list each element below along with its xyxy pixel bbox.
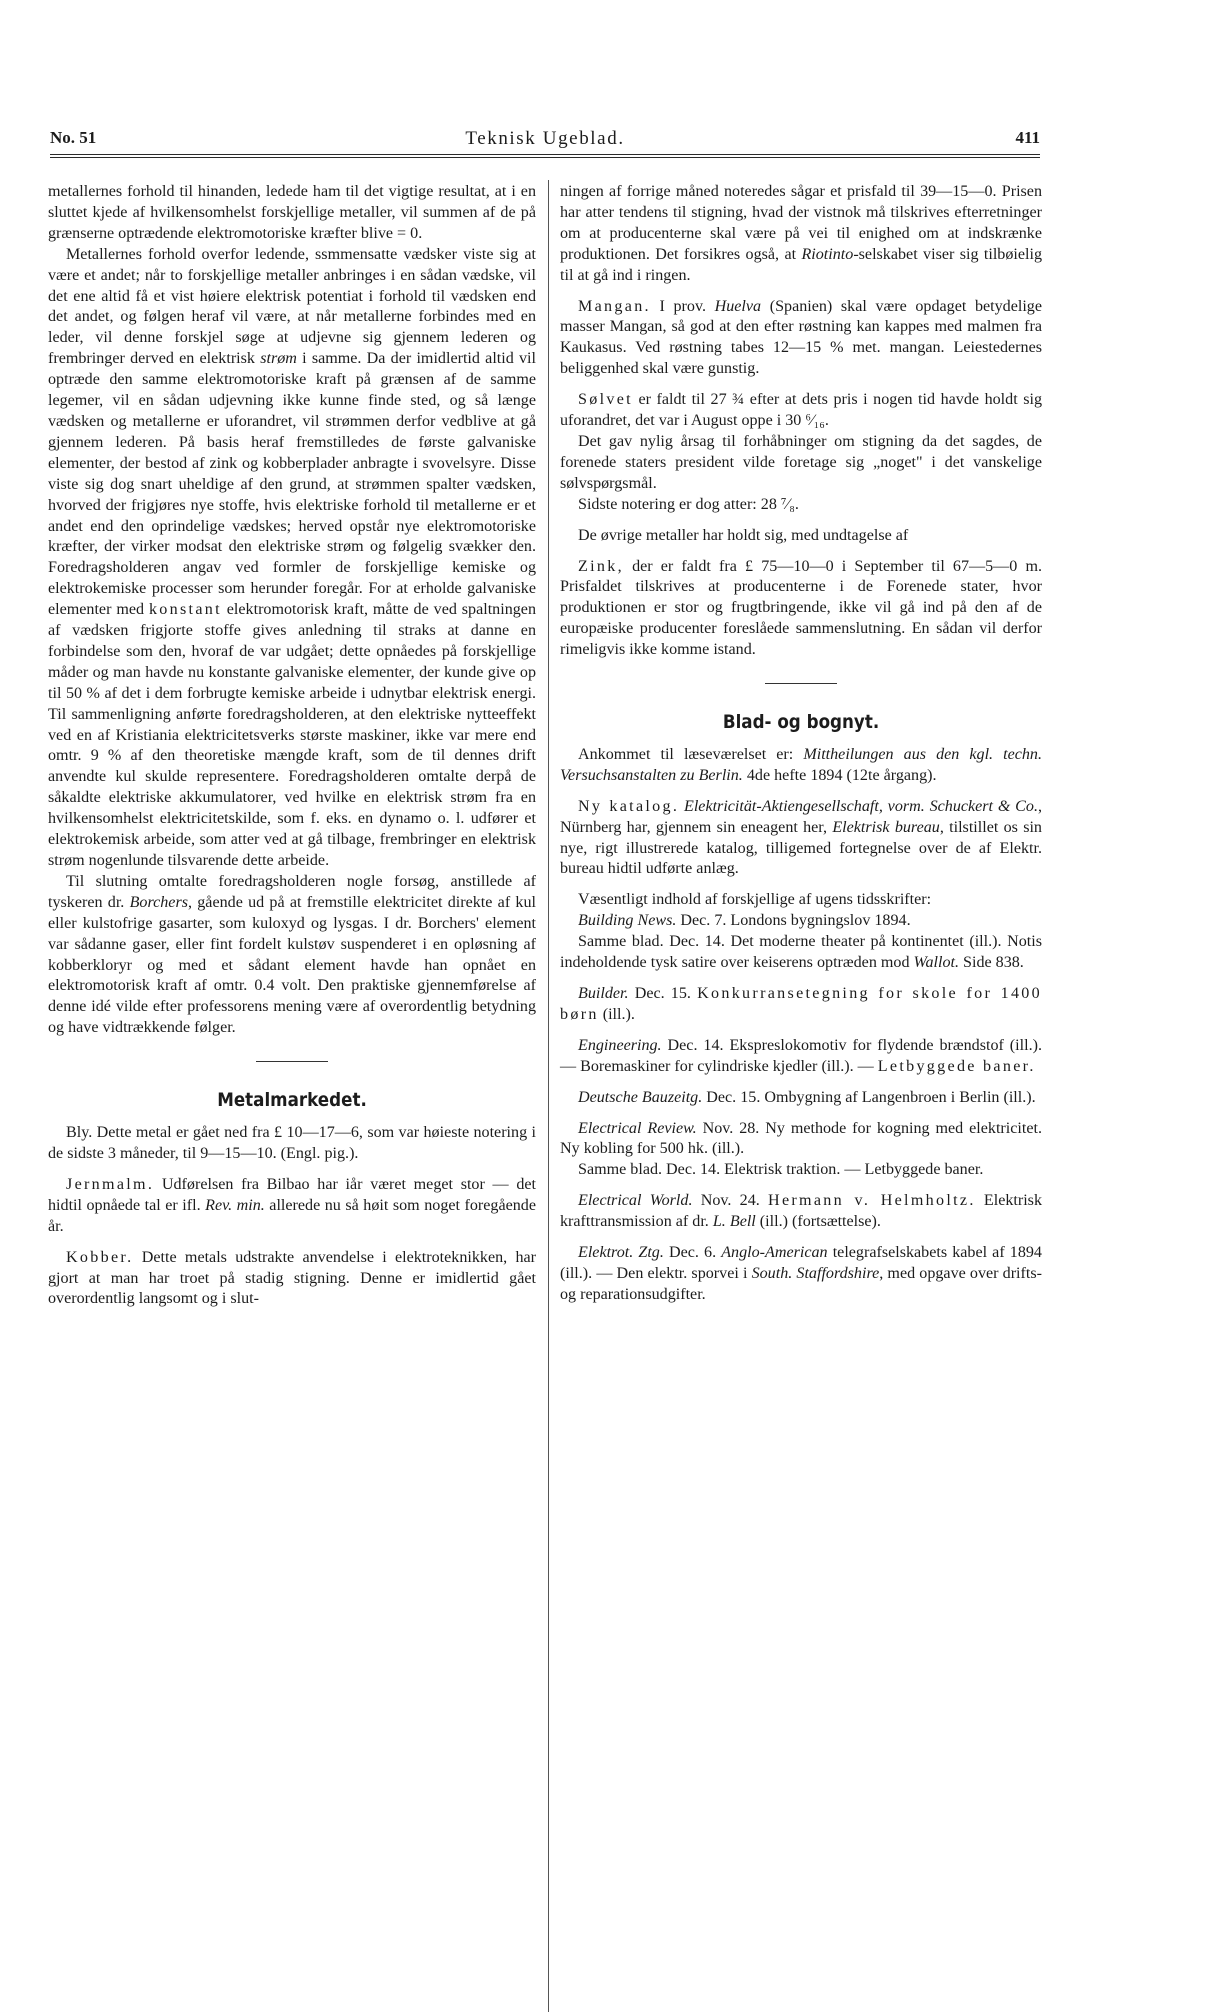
column-divider bbox=[548, 180, 549, 2012]
journal-entry: Builder. Dec. 15. Konkurransetegning for skole for 1400 børn (ill.). bbox=[560, 985, 1042, 1023]
page-number: 411 bbox=[1015, 128, 1040, 147]
journal-entry: Deutsche Bauzeitg. Dec. 15. Ombygning af Langenbroen i Berlin (ill.). bbox=[578, 1088, 1036, 1106]
market-entry-jernmalm: Jernmalm. Udførelsen fra Bilbao har iår været meget stor — det hidtil opnåede tal er ifl. Rev. min. allerede nu så høit som noget foregående år. bbox=[48, 1175, 536, 1235]
section-divider bbox=[256, 1061, 328, 1062]
market-entry-kobber: Kobber. Dette metals udstrakte anvendelse i elektroteknikken, har gjort at man har troet på stadig stigning. Denne er imidlertid gået overordentlig langsomt og i slut- bbox=[48, 1248, 536, 1308]
page-header bbox=[50, 128, 1040, 154]
journal-entry: Samme blad. Dec. 14. Elektrisk traktion. — Letbyggede baner. bbox=[578, 1161, 984, 1179]
market-entry-zink: Zink, der er faldt fra £ 75—10—0 i September til 67—5—0 m. Prisfaldet tilskrives at producenterne i de Forenede stater, hvor produktionen er stor og frugtbringende, ikke vil gå ind på den af de europæiske producenter foreslåede sammenslutning. En sådan vil derfor rimeligvis ikke komme istand. bbox=[560, 557, 1042, 659]
market-entry-bly: Bly. Dette metal er gået ned fra £ 10—17—6, som var høieste notering i de sidste 3 måneder, til 9—15—10. (Engl. pig.). bbox=[48, 1124, 536, 1162]
header-rule-bottom bbox=[50, 157, 1040, 158]
section-divider bbox=[765, 683, 837, 684]
journal-entry: Samme blad. Dec. 14. Det moderne theater på kontinentet (ill.). Notis indeholdende tysk satire over keiserens optræden mod Wallot. Side 838. bbox=[560, 933, 1042, 972]
market-entry-solvet: Sølvet er faldt til 27 ¾ efter at dets pris i nogen tid havde holdt sig uforandret, det var i August oppe i 30 ⁶⁄₁₆. bbox=[560, 391, 1042, 430]
news-entry: Ny katalog. Elektricität-Aktiengesellschaft, vorm. Schuckert & Co., Nürnberg har, gjennem sin eneagent her, Elektrisk bureau, tilstillet os sin nye, rigt illustrerede katalog, tilligemed fortegnelse over de af Elektr. bureau hidtil udførte anlæg. bbox=[560, 797, 1043, 878]
right-column bbox=[560, 182, 1042, 1306]
paragraph: De øvrige metaller har holdt sig, med undtagelse af bbox=[578, 526, 909, 544]
header-rule-top bbox=[50, 154, 1040, 155]
journal-entry: Building News. Dec. 7. Londons bygningslov 1894. bbox=[578, 912, 911, 930]
journals-heading: Væsentligt indhold af forskjellige af ugens tidsskrifter: bbox=[578, 891, 932, 909]
left-column bbox=[48, 182, 536, 1310]
paragraph: ningen af forrige måned noteredes sågar et prisfald til 39—15—0. Prisen har atter tendens til stigning, hvad der vistnok må tilskrives efterretninger om at producenterne skal være på vei til enighed om at indskrænke produktionen. Det forsikres også, at Riotinto-selskabet viser sig tilbøielig til at gå ind i ringen. bbox=[560, 183, 1042, 284]
journal-title: Teknisk Ugeblad. bbox=[465, 128, 625, 149]
market-entry-mangan: Mangan. I prov. Huelva (Spanien) skal være opdaget betydelige masser Mangan, så god at den efter røstning kan kappes med malmen fra Kaukasus. Ved røstning tabes 12—15 % met. mangan. Leiestedernes beliggenhed skal være gunstig. bbox=[560, 297, 1042, 378]
journal-entry: Engineering. Dec. 14. Ekspreslokomotiv for flydende brændstof (ill.). — Boremaskiner for cylindriske kjedler (ill.). — Letbyggede baner. bbox=[560, 1036, 1042, 1075]
news-entry: Ankommet til læseværelset er: Mittheilungen aus den kgl. techn. Versuchsanstalten zu Berlin. 4de hefte 1894 (12te årgang). bbox=[560, 745, 1043, 784]
paragraph: Til slutning omtalte foredragsholderen nogle forsøg, anstillede af tyskeren dr. Borchers, gående ud på at fremstille elektricitet direkte af kul eller kulstofrige gasarter, som kuloxyd og lysgas. I dr. Borchers' element var sådanne gaser, eller fint fordelt kulstøv suspenderet i en opløsning af kobberkloryr og med et sådant element havde han opnået en elektromotorisk kraft af omtr. 0.4 volt. Den praktiske gjennemførelse af denne idé vilde efter professorens mening være af overordentlig betydning og have vidtrækkende følger. bbox=[48, 872, 536, 1037]
section-title-metalmarkedet: Metalmarkedet. bbox=[217, 1089, 367, 1112]
journal-entry: Electrical World. Nov. 24. Hermann v. Helmholtz. Elektrisk krafttransmission af dr. L. Bell (ill.) (fortsættelse). bbox=[560, 1192, 1042, 1231]
paragraph: Sidste notering er dog atter: 28 ⁷⁄₈. bbox=[578, 495, 799, 513]
paragraph: Metallernes forhold overfor ledende, ssmmensatte vædsker viste sig at være et andet; når to forskjellige metaller anbringes i en sådan vædske, vil det ene altid få et vist høiere elektrisk potentiat i forhold til vædsken end det andet, og følgen heraf vil være, at når metallerne forbindes med en leder, vil denne forskjel søge at udjevne sig gjennem lederen og frembringer derved en elektrisk strøm i samme. Da der imidlertid altid vil optræde den samme elektromotoriske kraft på grænsen af de samme legemer, vil en sådan udjevning ikke kunne finde sted, og så længe vædsken og metallerne er uforandret, vil strømmen derfor vedblive at gå gjennem lederen. På basis heraf fremstilledes de første galvaniske elementer, der bestod af zink og kobberplader anbragte i svovelsyre. Disse viste sig dog snart uheldige af den grund, at strømmen spalter vædsken, hvorved der frigjøres nye stoffe, hvis elektriske forhold til metallerne er et andet end den oprindelige vædskes; herved opstår nye elektromotoriske kræfter, der virker modsat den elektriske strøm og følgelig svækker den. Foredragsholderen angav ved formler de forskjellige kemiske og elektrokemiske processer som herunder foregår. For at erholde galvaniske elementer med konstant elektromotorisk kraft, måtte de ved spaltningen af vædsken frigjorte stoffe gives anledning til straks at danne en forbindelse som den, hvoraf de var udgået; dette opnåedes på forskjellige måder og man havde nu konstante galvaniske elementer, der kunde give op til 50 % af det i dem forbrugte kemiske arbeide i udnytbar elektrisk energi. Til sammenligning anførte foredragsholderen, at den elektriske nytteeffekt ved en af Kristiania elektricitetsverks største maskiner, ikke var mere end omtr. 9 % af den theoretiske mængde kraft, som de til dennes drift anvendte kul skulde representere. Foredragsholderen omtalte derpå de såkaldte elektriske akkumulatorer, ved hvilke en elektrisk strøm fra en hvilkensomhelst elektricitetskilde, som f. eks. en dynamo o. l. udfører et elektrokemisk arbeide, som atter ved at gå tilbage, frembringer en elektrisk strøm nogenlunde tilsvarende dette arbeide. bbox=[48, 245, 537, 869]
section-title-blad-og-bognyt: Blad- og bognyt. bbox=[722, 711, 880, 734]
paragraph: metallernes forhold til hinanden, ledede ham til det vigtige resultat, at i en sluttet kjede af hvilkensomhelst forskjellige metaller, vil summen af de på grænserne optrædende elektromotoriske kræfter blive = 0. bbox=[48, 183, 536, 242]
journal-entry: Electrical Review. Nov. 28. Ny methode for kogning med elektricitet. Ny kobling for 500 hk. (ill.). bbox=[560, 1119, 1042, 1158]
paragraph: Det gav nylig årsag til forhåbninger om stigning da det sagdes, de forenede staters president vilde foretage sig „noget" i det vanskelige sølvspørgsmål. bbox=[560, 432, 1042, 492]
journal-entry: Elektrot. Ztg. Dec. 6. Anglo-American telegrafselskabets kabel af 1894 (ill.). — Den elektr. sporvei i South. Staffordshire, med opgave over drifts- og reparationsudgifter. bbox=[560, 1244, 1042, 1303]
issue-number: No. 51 bbox=[50, 128, 97, 147]
